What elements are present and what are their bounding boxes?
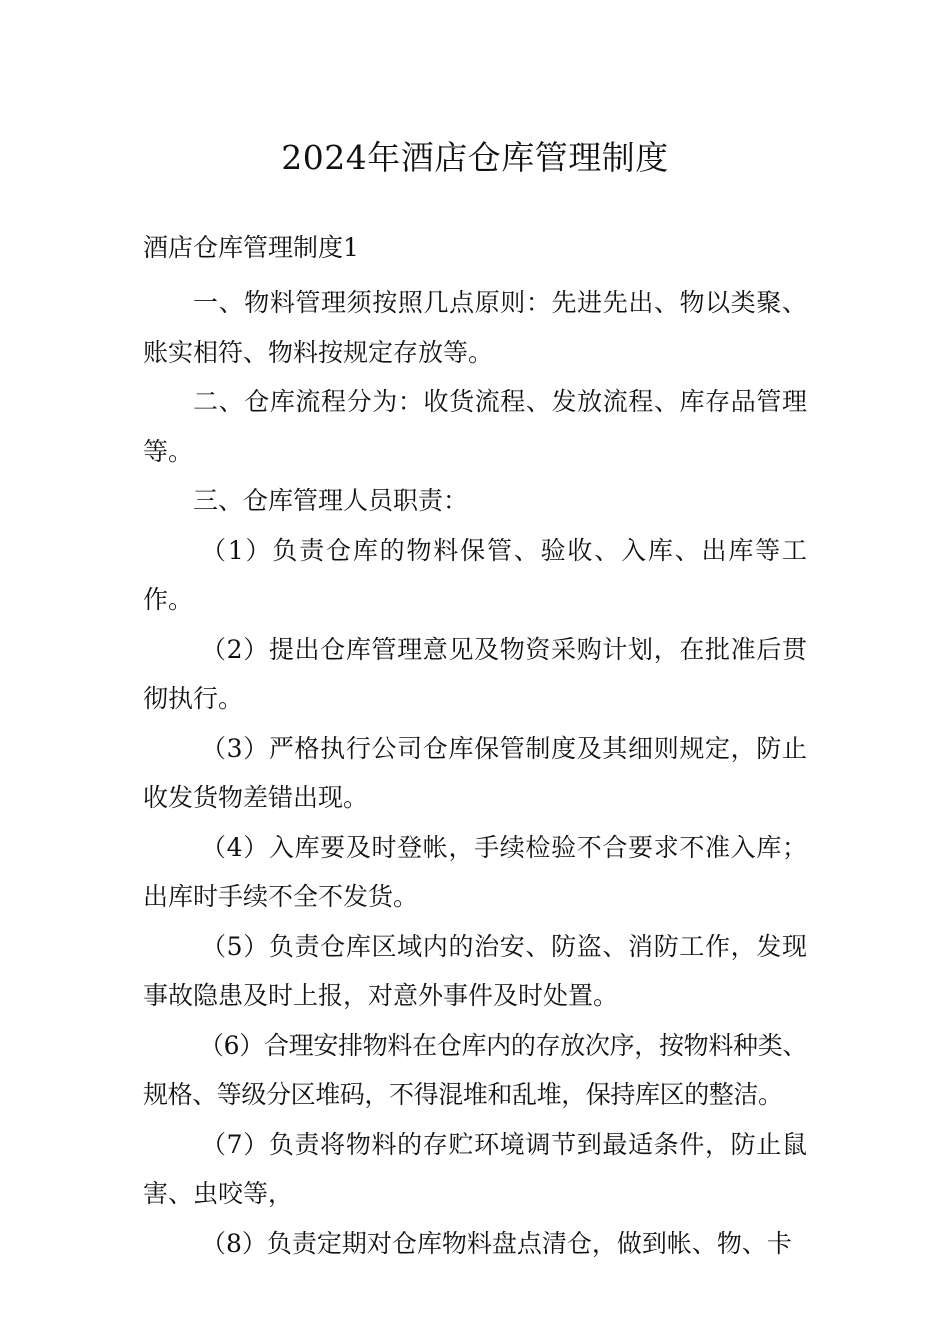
section-heading: 酒店仓库管理制度1 [143, 233, 359, 262]
paragraph-duty-3: （3）严格执行公司仓库保管制度及其细则规定，防止收发货物差错出现。 [143, 733, 807, 812]
paragraph-duty-1: （1）负责仓库的物料保管、验收、入库、出库等工作。 [143, 535, 807, 614]
paragraph-principles: 一、物料管理须按照几点原则：先进先出、物以类聚、账实相符、物料按规定存放等。 [143, 288, 807, 367]
paragraph-duty-7: （7）负责将物料的存贮环境调节到最适条件，防止鼠害、虫咬等， [143, 1129, 807, 1208]
paragraph-duty-4: （4）入库要及时登帐，手续检验不合要求不准入库；出库时手续不全不发货。 [143, 832, 807, 911]
document-body [143, 278, 807, 1268]
paragraph-duty-6: （6）合理安排物料在仓库内的存放次序，按物料种类、规格、等级分区堆码，不得混堆和乱堆，保持库区的整洁。 [143, 1030, 807, 1109]
paragraph-duty-8: （8）负责定期对仓库物料盘点清仓，做到帐、物、卡 [201, 1228, 792, 1258]
paragraph-duty-2: （2）提出仓库管理意见及物资采购计划，在批准后贯彻执行。 [143, 634, 807, 713]
paragraph-process: 二、仓库流程分为：收货流程、发放流程、库存品管理等。 [143, 387, 807, 466]
document-title: 2024年酒店仓库管理制度 [281, 138, 669, 177]
paragraph-duties-heading: 三、仓库管理人员职责： [193, 486, 469, 515]
paragraph-duty-5: （5）负责仓库区域内的治安、防盗、消防工作，发现事故隐患及时上报，对意外事件及时处置。 [143, 931, 807, 1010]
